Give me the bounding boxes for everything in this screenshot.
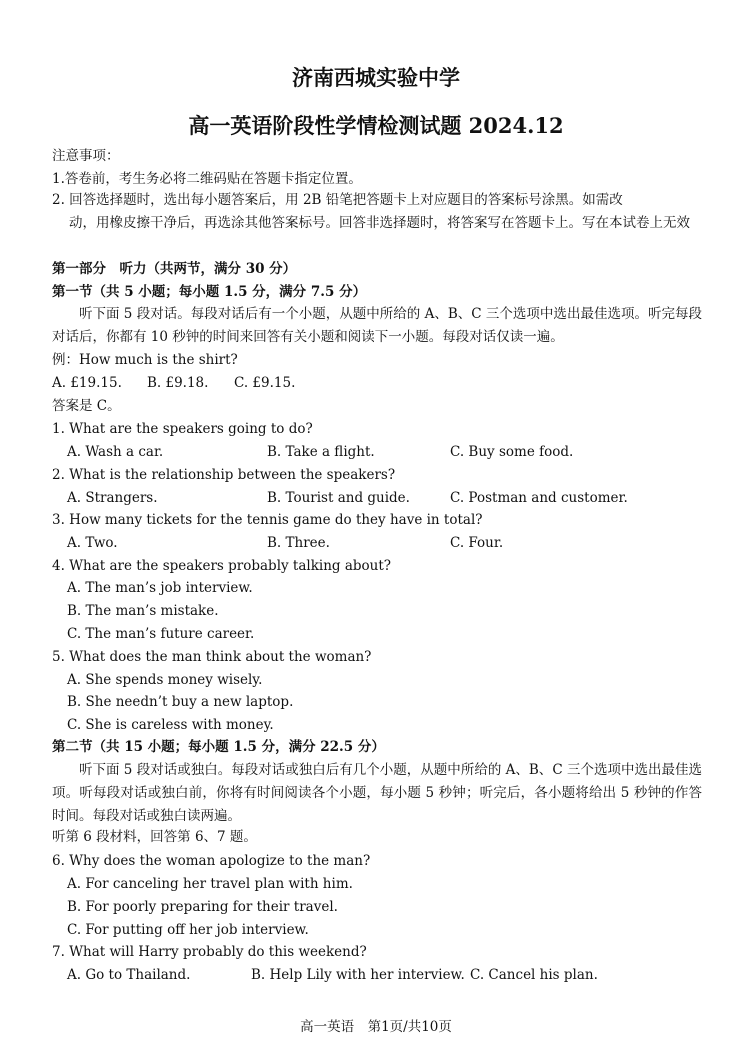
question-2: 2. What is the relationship between the speakers? (52, 467, 396, 483)
q1-option-a: A. Wash a car. (67, 444, 164, 460)
q3-option-a: A. Two. (67, 535, 118, 551)
example-question: 例：How much is the shirt? (52, 352, 238, 368)
q2-option-c: C. Postman and customer. (450, 490, 628, 506)
section2-instructions: 听下面 5 段对话或独白。每段对话或独白后有几个小题，从题中所给的 A、B、C 三个选项中选出最佳选项。听每段对话或独白前，你将有时间阅读各个小题，每小题 5 秒钟；听完后，各小题将给出 5 秒钟的作答时间。每段对话或独白读两遍。 (52, 762, 702, 824)
example-option-b: B. £9.18. (147, 375, 209, 391)
section2-heading: 第二节（共 15 小题；每小题 1.5 分，满分 22.5 分） (52, 739, 385, 755)
page-footer: 高一英语 第1页/共10页 (300, 1019, 452, 1035)
q2-option-a: A. Strangers. (67, 490, 158, 506)
section1-instructions: 听下面 5 段对话。每段对话后有一个小题，从题中所给的 A、B、C 三个选项中选出最佳选项。听完每段对话后，你都有 10 秒钟的时间来回答有关小题和阅读下一小题。每段对话仅读一遍。 (52, 306, 702, 345)
q5-option-c: C. She is careless with money. (67, 717, 274, 733)
q7-option-c: C. Cancel his plan. (470, 967, 598, 983)
example-option-c: C. £9.15. (234, 375, 296, 391)
example-option-a: A. £19.15. (52, 375, 122, 391)
notes-heading: 注意事项： (52, 148, 120, 164)
example-answer: 答案是 C。 (52, 398, 121, 414)
part1-heading: 第一部分 听力（共两节，满分 30 分） (52, 261, 297, 277)
q7-option-a: A. Go to Thailand. (67, 967, 191, 983)
section1-heading: 第一节（共 5 小题；每小题 1.5 分，满分 7.5 分） (52, 284, 367, 300)
q3-option-c: C. Four. (450, 535, 504, 551)
question-5: 5. What does the man think about the woman? (52, 649, 372, 665)
school-name: 济南西城实验中学 (292, 65, 460, 90)
question-1: 1. What are the speakers going to do? (52, 421, 313, 437)
q6-option-c: C. For putting off her job interview. (67, 922, 309, 938)
notes-item-2 (52, 189, 702, 235)
q6-option-b: B. For poorly preparing for their travel. (67, 899, 338, 915)
material-6-note: 听第 6 段材料，回答第 6、7 题。 (52, 829, 257, 845)
q7-option-b: B. Help Lily with her interview. (251, 967, 465, 983)
q5-option-a: A. She spends money wisely. (67, 672, 263, 688)
question-3: 3. How many tickets for the tennis game do they have in total? (52, 512, 483, 528)
q3-option-b: B. Three. (267, 535, 330, 551)
question-4: 4. What are the speakers probably talking about? (52, 558, 392, 574)
notes-item-2-line1: 2. 回答选择题时，选出每小题答案后，用 2B 铅笔把答题卡上对应题目的答案标号涂黑。如需改 (52, 192, 623, 208)
question-6: 6. Why does the woman apologize to the man? (52, 853, 371, 869)
notes-item-2-rest: 动，用橡皮擦干净后，再选涂其他答案标号。回答非选择题时，将答案写在答题卡上。写在本试卷上无效 (69, 215, 690, 231)
q1-option-b: B. Take a flight. (267, 444, 375, 460)
q5-option-b: B. She needn’t buy a new laptop. (67, 694, 294, 710)
q4-option-c: C. The man’s future career. (67, 626, 255, 642)
q4-option-a: A. The man’s job interview. (67, 580, 253, 596)
q6-option-a: A. For canceling her travel plan with him. (67, 876, 353, 892)
q4-option-b: B. The man’s mistake. (67, 603, 219, 619)
exam-title: 高一英语阶段性学情检测试题 2024.12 (188, 113, 564, 138)
notes-item-1: 1.答卷前，考生务必将二维码贴在答题卡指定位置。 (52, 171, 362, 187)
question-7: 7. What will Harry probably do this weekend? (52, 944, 367, 960)
q1-option-c: C. Buy some food. (450, 444, 574, 460)
q2-option-b: B. Tourist and guide. (267, 490, 410, 506)
